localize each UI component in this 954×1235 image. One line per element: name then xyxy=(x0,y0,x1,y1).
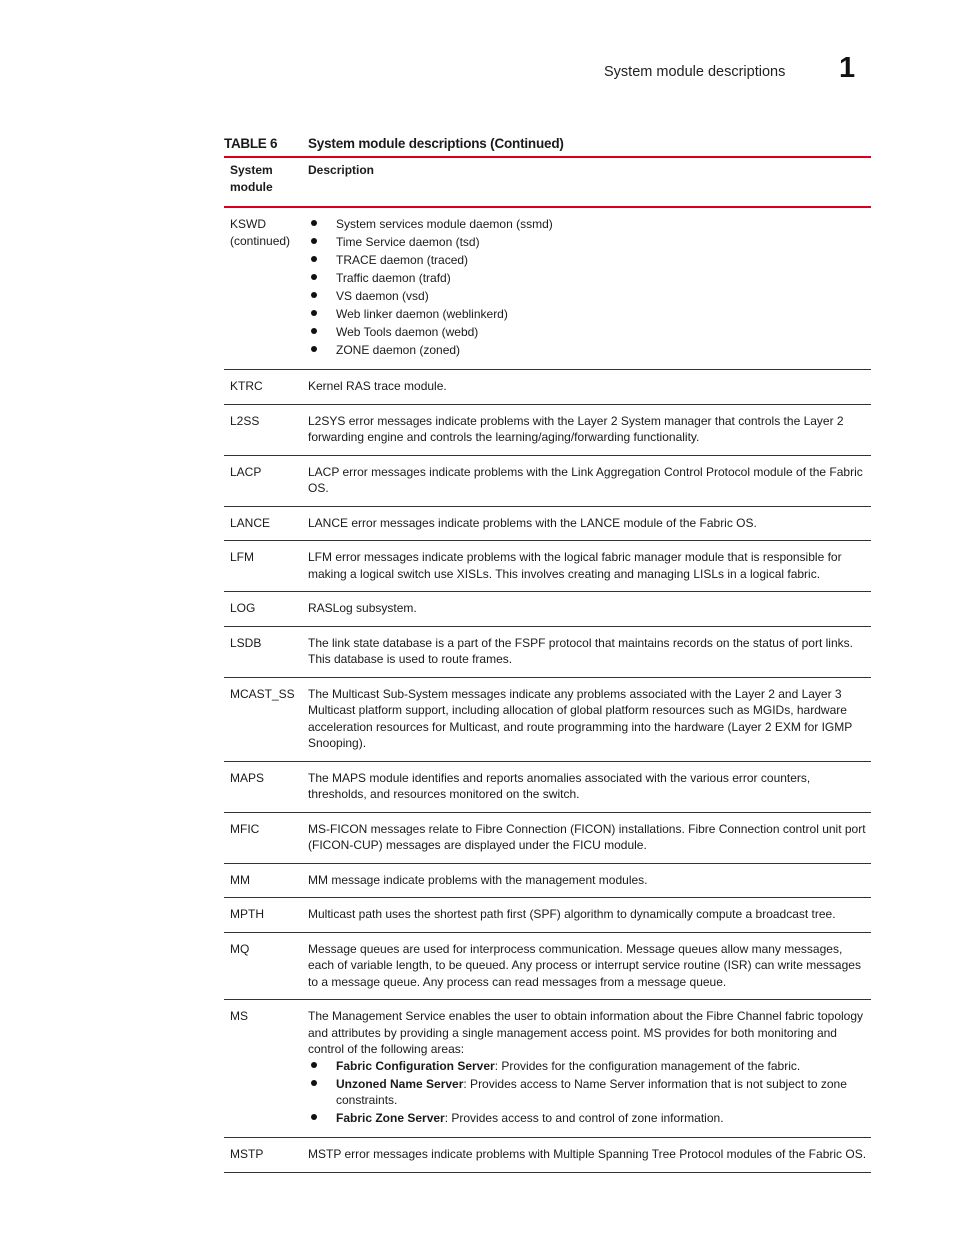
chapter-number: 1 xyxy=(839,52,856,84)
module-description-cell xyxy=(302,207,871,370)
bullet-list xyxy=(308,216,867,359)
bullet-term: Unzoned Name Server xyxy=(336,1076,464,1091)
bullet-list xyxy=(308,1058,867,1127)
description-text: Multicast path uses the shortest path first (SPF) algorithm to dynamically compute a broadcast tree. xyxy=(308,907,836,921)
table-row xyxy=(224,932,871,1000)
module-name-cell: MSTP xyxy=(224,1138,302,1173)
module-name-cell: LFM xyxy=(224,541,302,592)
module-name-cell: LSDB xyxy=(224,626,302,677)
bullet-item: Traffic daemon (trafd) xyxy=(308,270,867,287)
table-row xyxy=(224,455,871,506)
table-row xyxy=(224,812,871,863)
module-description-cell xyxy=(302,1138,871,1173)
bullet-item: TRACE daemon (traced) xyxy=(308,252,867,269)
module-description-cell xyxy=(302,1000,871,1138)
module-description-cell xyxy=(302,898,871,933)
description-text: The MAPS module identifies and reports anomalies associated with the various error counters, thresholds, and resources monitored on the switch. xyxy=(308,770,811,801)
module-name-cell: MQ xyxy=(224,932,302,1000)
module-description-cell xyxy=(302,592,871,627)
table-body xyxy=(224,207,871,1172)
module-name-cell: L2SS xyxy=(224,404,302,455)
description-text: The Management Service enables the user to obtain information about the Fibre Channel fabric topology and attributes by providing a single management access point. MS provides for both monitoring and control of the following areas: xyxy=(308,1009,863,1056)
bullet-term: Fabric Zone Server xyxy=(336,1111,445,1125)
column-header-description: Description xyxy=(302,157,871,207)
table-row xyxy=(224,404,871,455)
description-text: Kernel RAS trace module. xyxy=(308,379,447,393)
description-text: LANCE error messages indicate problems with the LANCE module of the Fabric OS. xyxy=(308,515,757,530)
table-row xyxy=(224,626,871,677)
module-description-cell xyxy=(302,455,871,506)
bullet-item xyxy=(308,1058,867,1075)
bullet-text: : Provides access to and control of zone information. xyxy=(444,1111,724,1125)
bullet-item: Web Tools daemon (webd) xyxy=(308,324,867,341)
module-description-cell xyxy=(302,370,871,405)
module-descriptions-table xyxy=(224,156,871,1173)
table-header-row xyxy=(224,157,871,207)
module-name-cell: MAPS xyxy=(224,761,302,812)
table-caption xyxy=(224,136,871,156)
table-row xyxy=(224,506,871,541)
module-name-cell: MM xyxy=(224,863,302,898)
description-text: The Multicast Sub-System messages indicate any problems associated with the Layer 2 and Layer 3 Multicast platform support, including allocation of global platform resources such as MGIDs, hardware acceleration resources for Multicast, and route programming into the hardware (Layer 2 EXM for IGMP Snooping). xyxy=(308,686,853,750)
table-row xyxy=(224,863,871,898)
module-name-cell: MS xyxy=(224,1000,302,1138)
bullet-term: Fabric Configuration Server xyxy=(336,1058,495,1073)
running-header-title: System module descriptions xyxy=(604,64,786,80)
table-row xyxy=(224,370,871,405)
table-row xyxy=(224,1000,871,1138)
table-title: System module descriptions (Continued) xyxy=(308,136,564,151)
module-name-cell: MFIC xyxy=(224,812,302,863)
module-name-cell: LACP xyxy=(224,455,302,506)
module-description-cell xyxy=(302,863,871,898)
module-name-cell: KSWD (continued) xyxy=(224,207,302,370)
module-description-cell xyxy=(302,677,871,761)
module-description-cell xyxy=(302,506,871,541)
table-row xyxy=(224,898,871,933)
description-text: MM message indicate problems with the management modules. xyxy=(308,872,648,887)
description-text: The link state database is a part of the FSPF protocol that maintains records on the status of port links. This database is used to route frames. xyxy=(308,635,853,666)
bullet-item xyxy=(308,1076,867,1109)
module-name-cell: KTRC xyxy=(224,370,302,405)
table-row xyxy=(224,207,871,370)
description-text: LFM error messages indicate problems with the logical fabric manager module that is responsible for making a logical switch use XISLs. This involves creating and managing LISLs in a logical fabric. xyxy=(308,550,842,581)
description-text: L2SYS error messages indicate problems with the Layer 2 System manager that controls the Layer 2 forwarding engine and controls the learning/aging/forwarding functionality. xyxy=(308,413,844,444)
bullet-item: Web linker daemon (weblinkerd) xyxy=(308,306,867,323)
table-row xyxy=(224,677,871,761)
module-name-cell: LOG xyxy=(224,592,302,627)
module-description-cell xyxy=(302,404,871,455)
bullet-item: System services module daemon (ssmd) xyxy=(308,216,867,233)
table-row xyxy=(224,541,871,592)
table-label: TABLE 6 xyxy=(224,136,278,151)
module-description-cell xyxy=(302,626,871,677)
bullet-item: Time Service daemon (tsd) xyxy=(308,234,867,251)
table-row xyxy=(224,761,871,812)
module-table xyxy=(224,156,871,1173)
description-text: LACP error messages indicate problems with the Link Aggregation Control Protocol module of the Fabric OS. xyxy=(308,464,863,495)
table-row xyxy=(224,1138,871,1173)
bullet-item xyxy=(308,1110,867,1127)
module-description-cell xyxy=(302,932,871,1000)
module-name-cell: MPTH xyxy=(224,898,302,933)
module-description-cell xyxy=(302,541,871,592)
module-name-cell: MCAST_SS xyxy=(224,677,302,761)
description-text: MS-FICON messages relate to Fibre Connection (FICON) installations. Fibre Connection control unit port (FICON-CUP) messages are displayed under the FICU module. xyxy=(308,821,866,852)
table-row xyxy=(224,592,871,627)
bullet-text: : Provides for the configuration management of the fabric. xyxy=(494,1058,801,1073)
column-header-system-module: System module xyxy=(224,157,302,207)
description-text: MSTP error messages indicate problems with Multiple Spanning Tree Protocol modules of the Fabric OS. xyxy=(308,1147,867,1161)
bullet-text: : Provides access to Name Server information that is not subject to zone constraints. xyxy=(336,1076,847,1107)
module-description-cell xyxy=(302,812,871,863)
module-description-cell xyxy=(302,761,871,812)
description-text: RASLog subsystem. xyxy=(308,601,417,615)
bullet-item: VS daemon (vsd) xyxy=(308,288,867,305)
bullet-item: ZONE daemon (zoned) xyxy=(308,342,867,359)
module-name-cell: LANCE xyxy=(224,506,302,541)
description-text: Message queues are used for interprocess communication. Message queues allow many messages, each of variable length, to be queued. Any process or interrupt service routine (ISR) can write messages to a message queue. Any process can read messages from a message queue. xyxy=(308,941,861,989)
